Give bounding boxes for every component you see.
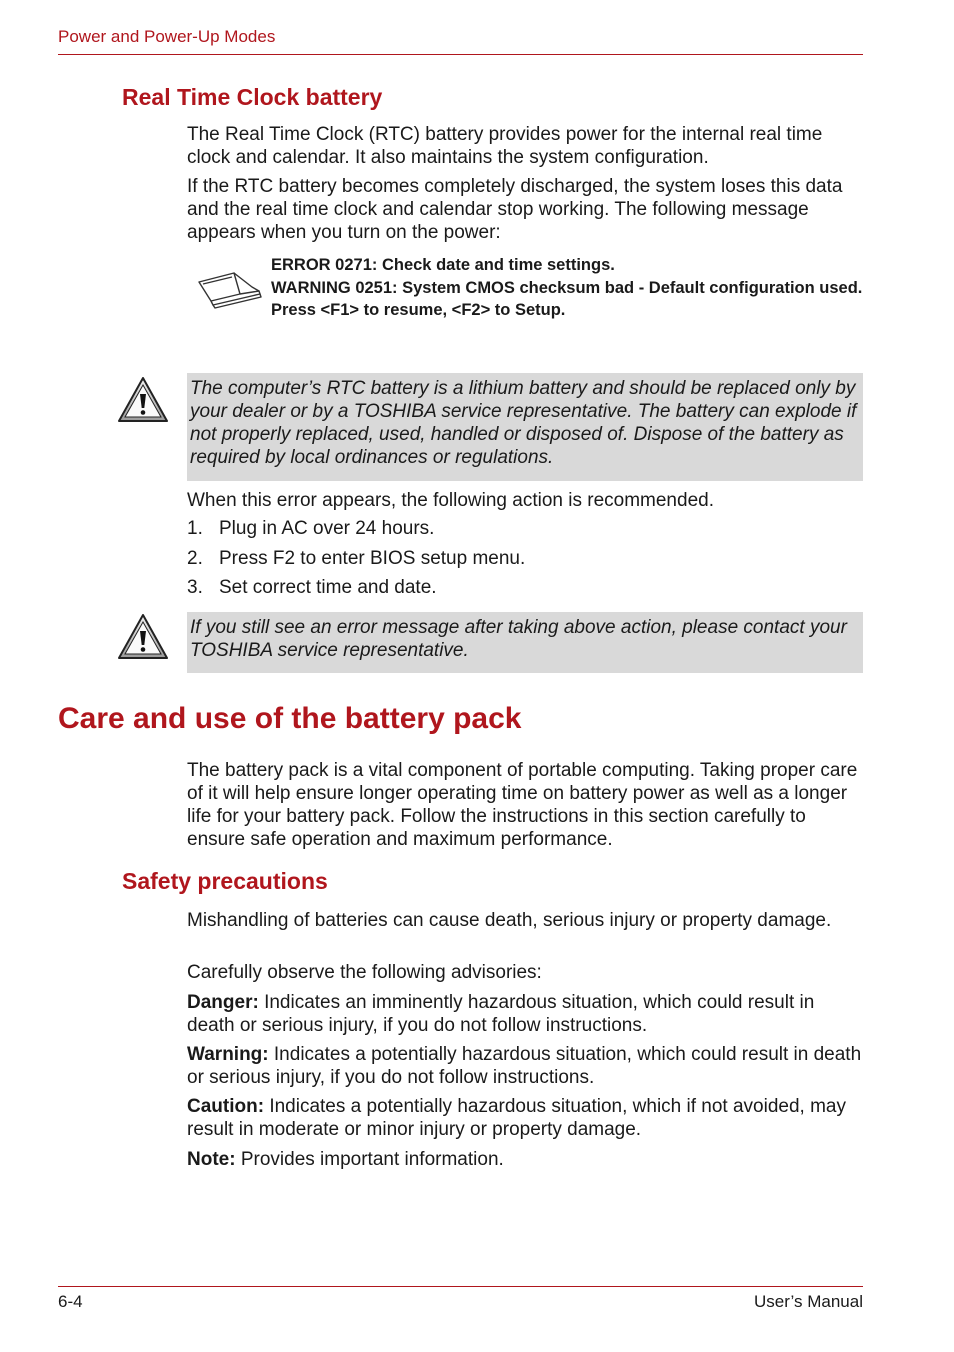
caution-note-1: The computer’s RTC battery is a lithium battery and should be replaced only by your dealer or by a TOSHIBA service representative. The battery can explode if not properly replaced, used, handled or disposed of. Dispose of the battery as required by local ordinances or regulations. [187,373,863,481]
section-heading-safety: Safety precautions [122,868,328,894]
advisory-caution [187,1095,865,1141]
list-text: Plug in AC over 24 hours. [219,518,435,539]
rtc-paragraph-2: If the RTC battery becomes completely discharged, the system loses this data and the real time clock and calendar stop working. The following message appears when you turn on the power: [187,176,843,243]
care-paragraph: The battery pack is a vital component of portable computing. Taking proper care of it will help ensure longer operating time on battery power as well as a longer life for your battery pack. Follow the instructions in this section carefully to ensure safe operation and maximum performance. [187,760,858,850]
caution-triangle-icon [117,612,169,667]
header-rule [58,54,863,55]
list-text: Set correct time and date. [219,577,437,598]
caution-note-2: If you still see an error message after taking above action, please contact your TOSHIBA service representative. [187,612,863,673]
list-number: 2. [187,548,203,569]
action-intro: When this error appears, the following action is recommended. [187,490,714,511]
safety-paragraph-2: Carefully observe the following advisories: [187,962,542,983]
list-number: 3. [187,577,203,598]
advisory-text: Provides important information. [235,1149,504,1170]
caution-triangle-icon [117,375,169,430]
advisory-text: Indicates a potentially hazardous situation, which if not avoided, may result in moderate or minor injury or property damage. [187,1096,846,1140]
running-header: Power and Power-Up Modes [58,27,276,46]
error-line-3: Press <F1> to resume, <F2> to Setup. [271,301,566,320]
advisory-note [187,1148,865,1171]
error-line-2: WARNING 0251: System CMOS checksum bad - Default configuration used. [271,278,863,297]
advisory-label: Danger: [187,992,259,1013]
list-text: Press F2 to enter BIOS setup menu. [219,548,526,569]
error-message-block [271,254,871,322]
rtc-paragraph-1: The Real Time Clock (RTC) battery provides power for the internal real time clock and calendar. It also maintains the system configuration. [187,124,823,168]
advisory-warning [187,1043,865,1089]
advisory-text: Indicates an imminently hazardous situation, which could result in death or serious injury, if you do not follow instructions. [187,992,815,1036]
manual-title: User’s Manual [754,1292,863,1311]
safety-paragraph-1: Mishandling of batteries can cause death, serious injury or property damage. [187,910,832,931]
advisory-label: Caution: [187,1096,265,1117]
list-item [187,518,434,540]
error-line-1: ERROR 0271: Check date and time settings. [271,256,615,274]
footer-rule [58,1286,863,1287]
advisory-danger [187,991,865,1037]
advisory-text: Indicates a potentially hazardous situation, which could result in death or serious injury, if you do not follow instructions. [187,1044,862,1088]
list-item [187,577,437,599]
list-item [187,548,525,570]
advisory-label: Warning: [187,1044,269,1065]
advisory-label: Note: [187,1149,236,1170]
laptop-icon [196,270,264,317]
section-heading-care: Care and use of the battery pack [58,702,522,735]
list-number: 1. [187,518,203,539]
section-heading-rtc: Real Time Clock battery [122,84,383,110]
page-number: 6-4 [58,1292,83,1311]
